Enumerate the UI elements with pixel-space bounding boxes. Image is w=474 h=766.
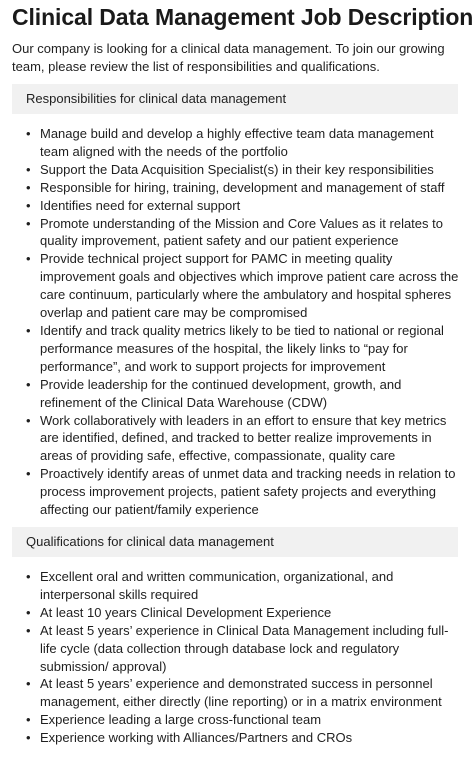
- list-item-text: At least 10 years Clinical Development Experience: [40, 604, 332, 620]
- list-item: [12, 729, 462, 747]
- list-item: [12, 161, 462, 179]
- bullet-icon: •: [26, 215, 31, 231]
- bullet-icon: •: [26, 179, 31, 195]
- bullet-icon: •: [26, 730, 31, 746]
- page-title: Clinical Data Management Job Description: [12, 4, 474, 30]
- bullet-icon: •: [26, 412, 31, 428]
- list-item: [12, 622, 462, 676]
- qualifications-heading: Qualifications for clinical data management: [12, 527, 458, 557]
- bullet-icon: •: [26, 251, 31, 267]
- list-item-text: Experience leading a large cross-functional team: [40, 712, 322, 728]
- bullet-icon: •: [26, 322, 31, 338]
- list-item-text: Experience working with Alliances/Partners and CROs: [40, 730, 353, 746]
- responsibilities-heading: Responsibilities for clinical data management: [12, 84, 458, 114]
- list-item: [12, 568, 462, 604]
- list-item-text: At least 5 years’ experience in Clinical Data Management including full-life cycle (data collection through database lock and regulatory submission/ approval): [40, 622, 449, 674]
- list-item: [12, 322, 462, 376]
- list-item: [12, 125, 462, 161]
- bullet-icon: •: [26, 126, 31, 141]
- bullet-icon: •: [26, 676, 31, 692]
- list-item-text: Proactively identify areas of unmet data and tracking needs in relation to process improvement projects, patient safety projects and everything affecting our patient/family experience: [40, 466, 456, 518]
- list-item: [12, 215, 462, 251]
- intro-paragraph: Our company is looking for a clinical data management. To join our growing team, please review the list of responsibilities and qualifications.: [12, 41, 445, 74]
- list-item-text: Responsible for hiring, training, development and management of staff: [40, 179, 445, 195]
- bullet-icon: •: [26, 604, 31, 620]
- list-item-text: Provide leadership for the continued development, growth, and refinement of the Clinical Data Warehouse (CDW): [40, 376, 402, 410]
- list-item-text: Promote understanding of the Mission and Core Values as it relates to quality improvement, patient safety and our patient experience: [40, 215, 443, 249]
- list-item: [12, 250, 462, 322]
- bullet-icon: •: [26, 569, 31, 584]
- list-item-text: Manage build and develop a highly effective team data management team aligned with the needs of the portfolio: [40, 126, 434, 159]
- bullet-icon: •: [26, 197, 31, 213]
- list-item: [12, 197, 462, 215]
- list-item: [12, 179, 462, 197]
- responsibilities-list: [12, 125, 462, 519]
- list-item-text: Support the Data Acquisition Specialist(s) in their key responsibilities: [40, 161, 434, 177]
- list-item-text: Excellent oral and written communication, organizational, and interpersonal skills required: [40, 569, 394, 602]
- bullet-icon: •: [26, 161, 31, 177]
- list-item: [12, 604, 462, 622]
- list-item-text: At least 5 years’ experience and demonstrated success in personnel management, either directly (line reporting) or in a matrix environment: [40, 676, 442, 710]
- list-item: [12, 376, 462, 412]
- list-item: [12, 675, 462, 711]
- qualifications-list: [12, 568, 462, 747]
- list-item-text: Provide technical project support for PAMC in meeting quality improvement goals and objectives which improve patient care across the care continuum, particularly where the ambulatory and hospital spheres overlap and patient care may be compromised: [40, 251, 459, 321]
- list-item: [12, 711, 462, 729]
- bullet-icon: •: [26, 622, 31, 638]
- bullet-icon: •: [26, 376, 31, 392]
- bullet-icon: •: [26, 466, 31, 482]
- list-item-text: Identifies need for external support: [40, 197, 241, 213]
- bullet-icon: •: [26, 712, 31, 728]
- list-item-text: Work collaboratively with leaders in an effort to ensure that key metrics are identified, defined, and tracked to better realize improvements in areas of providing safe, effective, compassionate, quality care: [40, 412, 447, 464]
- list-item-text: Identify and track quality metrics likely to be tied to national or regional performance measures of the hospital, the likely links to “pay for performance”, and work to support projects for improvement: [40, 322, 444, 374]
- list-item: [12, 412, 462, 466]
- list-item: [12, 465, 462, 519]
